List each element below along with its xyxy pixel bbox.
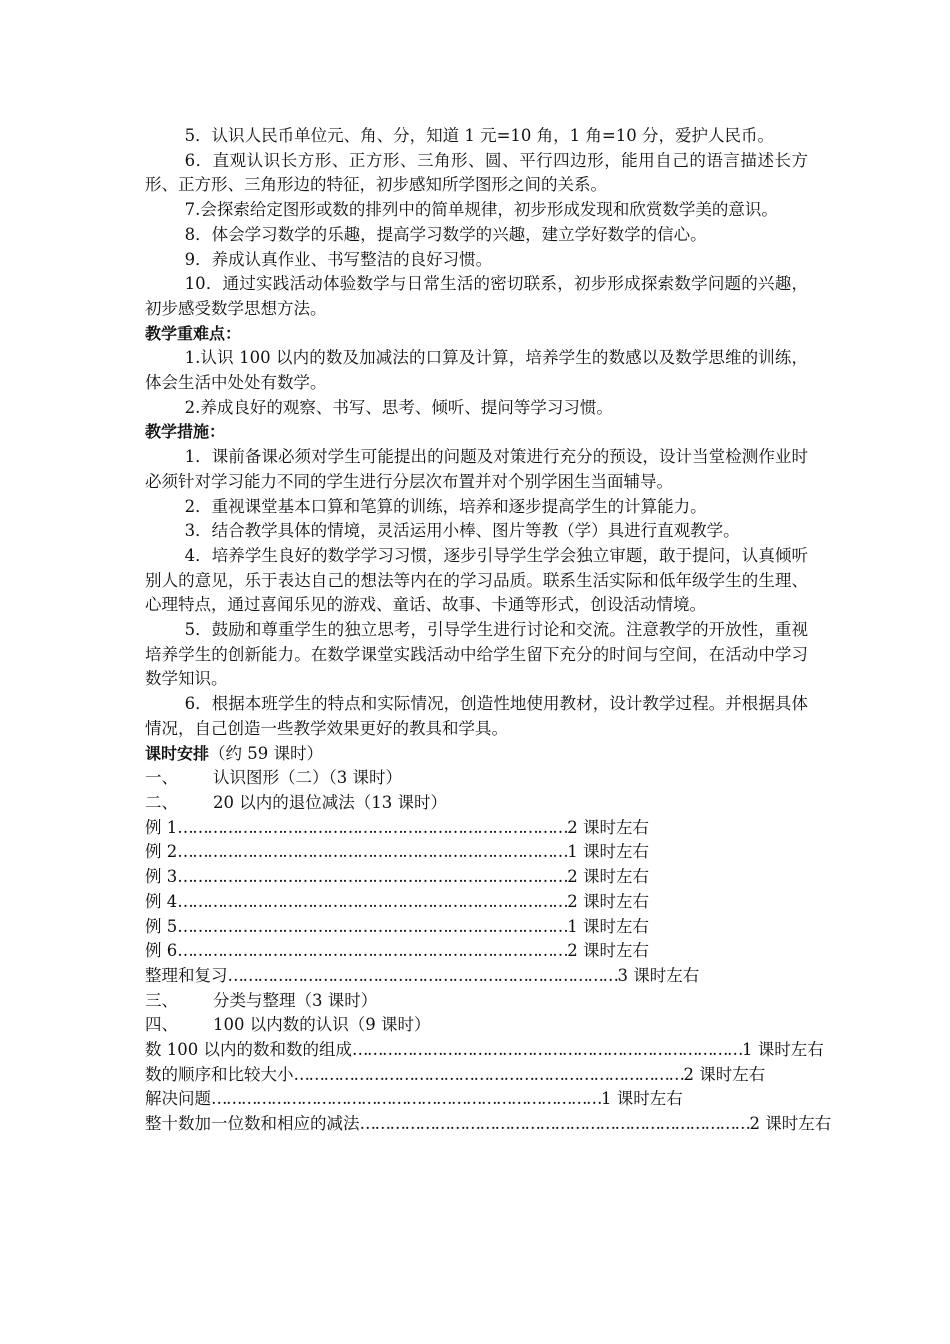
lesson-hours: 3 课时左右 [617,965,700,985]
lesson-hours: 1 课时左右 [741,1040,824,1060]
unit-title: 认识图形（二）（3 课时） [213,768,402,788]
lesson-hours: 2 课时左右 [683,1064,766,1084]
goal-item-6: 6．直观认识长方形、正方形、三角形、圆、平行四边形，能用自己的语言描述长方形、正方形、三角形边的特征，初步感知所学图形之间的关系。 [145,150,808,195]
goal-item-7: 7.会探索给定图形或数的排列中的简单规律，初步形成发现和欣赏数学美的意识。 [184,200,778,220]
measure-item-5: 5．鼓励和尊重学生的独立思考，引导学生进行讨论和交流。注意教学的开放性，重视培养学生的创新能力。在数学课堂实践活动中给学生留下充分的时间与空间，在活动中学习数学知识。 [145,620,808,689]
unit-4-title [145,1013,808,1038]
dot-leader: …………………………………………………………………… [293,1064,684,1084]
measure-item-3: 3．结合教学具体的情境，灵活运用小棒、图片等教（学）具进行直观教学。 [184,521,740,541]
dot-leader: …………………………………………………………………… [351,1040,742,1060]
lesson-name: 例 3 [145,867,178,887]
lesson-row [145,865,649,890]
dot-leader: …………………………………………………………………… [177,941,568,961]
schedule-heading [145,742,808,767]
unit-number: 四、 [145,1015,178,1035]
dot-leader: …………………………………………………………………… [177,867,568,887]
lesson-name: 整理和复习 [145,965,228,985]
dot-leader: …………………………………………………………………… [227,965,618,985]
unit-number: 二、 [145,792,178,812]
dot-leader: …………………………………………………………………… [177,842,568,862]
lesson-row [145,1112,832,1137]
lesson-name: 数 100 以内的数和数的组成 [145,1040,352,1060]
lesson-name: 解决问题 [145,1089,211,1109]
lesson-row [145,816,649,841]
lesson-hours: 2 课时左右 [567,817,649,837]
unit-title: 分类与整理（3 课时） [213,990,378,1010]
lesson-name: 例 1 [145,817,178,837]
lesson-hours: 1 课时左右 [601,1089,683,1109]
lesson-row [145,939,649,964]
lesson-name: 数的顺序和比较大小 [145,1064,294,1084]
difficulty-item-2: 2.养成良好的观察、书写、思考、倾听、提问等学习习惯。 [184,397,613,417]
lesson-row [145,840,649,865]
unit-3-title [145,989,808,1014]
measures-heading: 教学措施： [145,422,226,442]
dot-leader: …………………………………………………………………… [177,817,568,837]
measure-item-6: 6．根据本班学生的特点和实际情况，创造性地使用教材，设计教学过程。并根据具体情况，自己创造一些教学效果更好的教具和学具。 [145,694,808,738]
goal-item-10: 10．通过实践活动体验数学与日常生活的密切联系，初步形成探索数学问题的兴趣，初步感受数学思想方法。 [145,274,808,318]
lesson-hours: 2 课时左右 [749,1114,832,1134]
lesson-hours: 2 课时左右 [567,891,649,911]
lesson-name: 整十数加一位数和相应的减法 [145,1114,360,1134]
lesson-row [145,915,649,940]
lesson-name: 例 6 [145,941,178,961]
difficulties-heading: 教学重难点： [145,323,242,343]
unit-number: 三、 [145,990,178,1010]
lesson-row [145,890,649,915]
unit-title: 20 以内的退位减法（13 课时） [213,792,447,812]
goal-item-9: 9．养成认真作业、书写整洁的良好习惯。 [184,249,493,269]
measure-item-1: 1．课前备课必须对学生可能提出的问题及对策进行充分的预设，设计当堂检测作业时必须针对学习能力不同的学生进行分层次布置并对个别学困生当面辅导。 [145,447,808,491]
schedule-heading-note: （约 59 课时） [209,743,324,763]
lesson-row [145,1063,766,1088]
dot-leader: …………………………………………………………………… [177,891,568,911]
schedule-heading-label: 课时安排 [145,743,210,763]
goal-item-8: 8．体会学习数学的乐趣，提高学习数学的兴趣，建立学好数学的信心。 [184,224,707,244]
dot-leader: …………………………………………………………………… [177,916,568,936]
unit-number: 一、 [145,768,178,788]
measure-item-2: 2．重视课堂基本口算和笔算的训练，培养和逐步提高学生的计算能力。 [184,496,707,516]
lesson-name: 例 2 [145,842,178,862]
measure-item-4: 4．培养学生良好的数学学习习惯，逐步引导学生学会独立审题，敢于提问，认真倾听别人的意见，乐于表达自己的想法等内在的学习品质。联系生活实际和低年级学生的生理、心理特点，通过喜闻乐见的游戏、童话、故事、卡通等形式，创设活动情境。 [145,545,808,615]
lesson-hours: 2 课时左右 [567,941,649,961]
unit-title: 100 以内数的认识（9 课时） [213,1015,431,1035]
document-page [145,124,832,1137]
dot-leader: …………………………………………………………………… [359,1114,750,1134]
lesson-hours: 2 课时左右 [567,867,649,887]
lesson-hours: 1 课时左右 [567,916,649,936]
unit-2-title [145,791,808,816]
lesson-row [145,1038,824,1063]
lesson-row [145,1087,683,1112]
difficulty-item-1: 1.认识 100 以内的数及加减法的口算及计算，培养学生的数感以及数学思维的训练，体会生活中处处有数学。 [145,348,808,393]
lesson-name: 例 5 [145,916,178,936]
unit-1-title [145,766,808,791]
lesson-name: 例 4 [145,891,178,911]
lesson-hours: 1 课时左右 [567,842,649,862]
goal-item-5: 5．认识人民币单位元、角、分，知道 1 元=10 角，1 角=10 分，爱护人民币。 [184,126,774,145]
lesson-row [145,964,700,989]
dot-leader: …………………………………………………………………… [211,1089,601,1109]
